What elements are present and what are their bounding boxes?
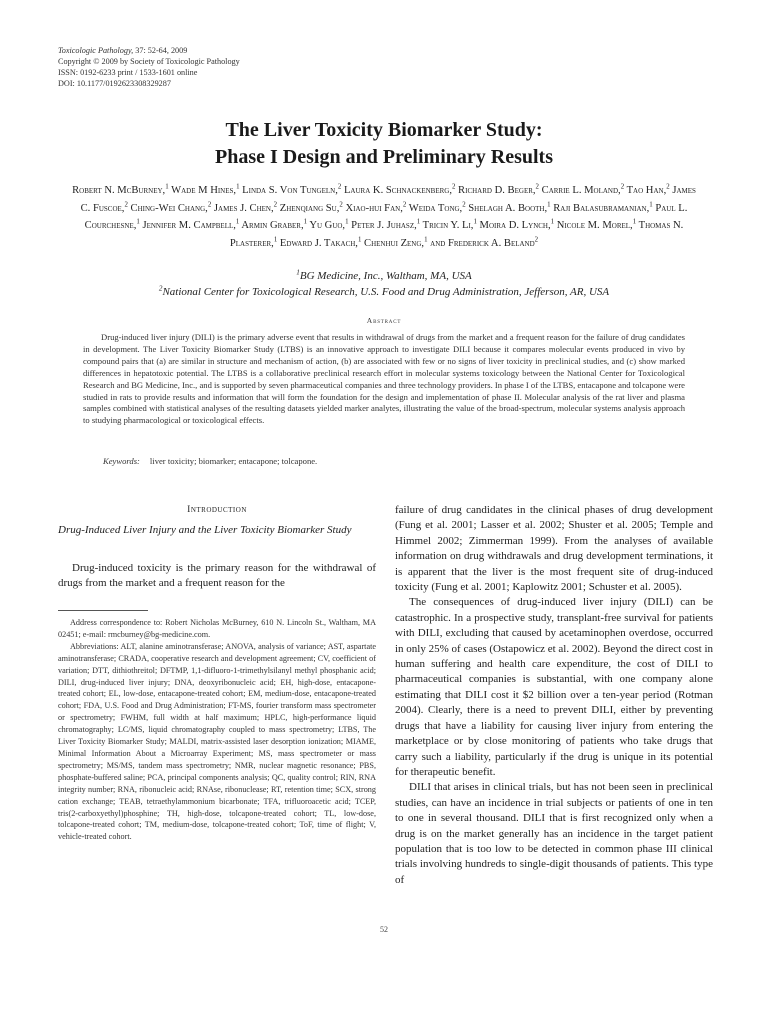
right-column-body	[395, 503, 713, 888]
author-affiliation-marker: 1	[632, 218, 637, 226]
subsection-heading: Drug-Induced Liver Injury and the Liver Toxicity Biomarker Study	[58, 524, 352, 536]
paragraph: DILI that arises in clinical trials, but has not been seen in preclinical studies, can have an incidence in trial subjects or patients of one in ten to one in several thousand. DILI that is first recognized only when a drug is on the market generally has an incidence in the target patient population that is too low to be detected in common phase III clinical trials involving hundreds to single-digit thousands of patients. This type of	[395, 781, 713, 886]
author-list	[70, 182, 698, 252]
title-line-2: Phase I Design and Preliminary Results	[215, 146, 553, 168]
affiliations	[70, 268, 698, 300]
author-affiliation-marker: 2	[337, 183, 342, 191]
page-number: 52	[380, 925, 388, 934]
author-affiliation-marker: 1	[357, 235, 362, 243]
doi-line: DOI: 10.1177/0192623308329287	[58, 79, 171, 88]
author-affiliation-marker: 1	[424, 235, 428, 243]
author-name: Tricin Y. Li,	[420, 220, 474, 231]
paragraph: Drug-induced toxicity is the primary reason for the withdrawal of drugs from the market and a frequent reason for the	[58, 562, 376, 590]
author-name: Peter J. Juhasz,	[348, 220, 417, 231]
author-affiliation-marker: 2	[451, 183, 456, 191]
author-name: Wade M Hines,	[168, 185, 237, 196]
author-name: Paul L. Courchesne,	[84, 202, 688, 231]
author-name: Weida Tong,	[406, 202, 463, 214]
author-affiliation-marker: 1	[165, 183, 169, 191]
author-name: Carrie L. Moland,	[538, 185, 621, 196]
author-name: Raji Balasubramanian,	[550, 202, 650, 214]
author-affiliation-marker: 2	[207, 200, 212, 208]
abbreviations-footnote: Abbreviations: ALT, alanine aminotransferase; ANOVA, analysis of variance; AST, aspartate aminotransferase; CRADA, cooperative research and development agreement; CV, coefficient of variation; DTT, dithiothreitol; DFTMP, 1,1-difluoro-1-trimethylsilanyl methyl phosphanic acid; DILI, drug-induced liver injury; DNA, deoxyribonucleic acid; EH, high-dose, entacapone-treated cohort; EL, low-dose, entacapone-treated cohort; EM, medium-dose, entacapone-treated cohort; FDA, U.S. Food and Drug Administration; FT-MS, fourier transform mass spectrometer or spectrometry; FWHM, full width at half maximum; HPLC, high-performance liquid chromatography; LC/MS, liquid chromatography coupled to mass spectrometry; LTBS, The Liver Toxicity Biomarker Study; MALDI, matrix-assisted laser desorption ionization; MIAME, Minimal Information About a Microarray Experiment; MS, mass spectrometer or mass spectrometry; MS/MS, tandem mass spectrometry; NMR, nuclear magnetic resonance; PBS, phosphate-buffered saline; PCA, principal components analysis; QC, quality control; RIN, RNA integrity number; RNA, ribonucleic acid; RNAse, ribonuclease; RT, retention time; SCX, strong cation exchange; TEAB, tetraethylammonium bicarbonate; TFA, trifluoroacetic acid; TCEP, tris(2-carboxyethyl)phosphine; TH, high-dose, tolcapone-treated cohort; TL, low-dose, tolcapone-treated cohort; TM, medium-dose, tolcapone-treated cohort; ToF, time of flight; V, vehicle-treated cohort.	[58, 641, 376, 842]
author-name: Thomas N. Plasterer,	[229, 220, 684, 249]
journal-name: Toxicologic Pathology,	[58, 46, 134, 55]
author-affiliation-marker: 2	[666, 183, 670, 191]
author-affiliation-marker: 1	[473, 218, 477, 226]
author-name: Xiao-hui Fan,	[342, 202, 403, 214]
copyright-line: Copyright © 2009 by Society of Toxicologic Pathology	[58, 57, 240, 66]
author-affiliation-marker: 2	[620, 183, 625, 191]
affiliation-text: BG Medicine, Inc., Waltham, MA, USA	[299, 270, 472, 282]
author-affiliation-marker: 2	[462, 200, 466, 208]
footnote-rule	[58, 610, 148, 611]
author-name: Yu Guo,	[307, 220, 346, 231]
paragraph: failure of drug candidates in the clinical phases of drug development (Fung et al. 2001; Lasser et al. 2002; Shuster et al. 2005; Temple and Himmel 2002; Zimmerman 1999). From the analyses of available information on drug withdrawals and drug development terminations, it is apparent that the liver is the most frequent site of drug-induced toxicity (Fung et al. 2001; Kaplowitz 2001; Schuster et al. 2005).	[395, 504, 713, 594]
author-affiliation-marker: 1	[236, 183, 240, 191]
correspondence-footnote: Address correspondence to: Robert Nicholas McBurney, 610 N. Lincoln St., Waltham, MA 02451; e-mail: rmcburney@bg-medicine.com.	[58, 618, 376, 639]
author-name: James C. Fuscoe,	[80, 185, 696, 214]
keywords-label: Keywords:	[103, 456, 140, 466]
author-affiliation-marker: 2	[534, 235, 539, 243]
paragraph: The consequences of drug-induced liver injury (DILI) can be catastrophic. In a prospective study, transplant-free survival for patients with DILI, excluding that caused by acetaminophen overdose, occurred in only 25% of cases (Ostapowicz et al. 2002). Beyond the direct cost in human suffering and health care expenditure, the cost of DILI to pharmaceutical companies is substantial, with one company alone estimating that DILI cost it $2 billion over a ten-year period (Rotman 2004). Clearly, there is a need to prevent DILI, either by preventing drugs that have a liability for causing liver injury from entering the marketplace or by close monitoring of patients who take drugs that carry such a liability, particularly if the drug is unique in its potential for therapeutic benefit.	[395, 596, 714, 778]
author-affiliation-marker: 1	[303, 218, 308, 226]
author-name: Armin Graber,	[239, 220, 304, 231]
author-name: Tao Han,	[624, 185, 667, 196]
author-name: James J. Chen,	[211, 202, 274, 214]
author-affiliation-marker: 2	[339, 200, 343, 208]
article-title	[0, 117, 768, 171]
footnotes	[58, 617, 376, 843]
author-affiliation-marker: 2	[402, 200, 407, 208]
title-line-1: The Liver Toxicity Biomarker Study:	[225, 119, 543, 141]
abstract-heading: Abstract	[366, 316, 402, 325]
journal-volume: 37: 52-64, 2009	[133, 46, 188, 55]
left-column-body	[58, 561, 376, 592]
author-affiliation-marker: 1	[649, 200, 653, 208]
abstract-text: Drug-induced liver injury (DILI) is the primary adverse event that results in withdrawal of drugs from the market and a frequent reason for the failure of drug candidates in development. The Liver Toxicity Biomarker Study (LTBS) is an innovative approach to investigate DILI because it compares molecular events produced in vivo by compound pairs that (a) are similar in structure and mechanism of action, (b) are associated with few or no signs of liver toxicity in preclinical studies, and (c) show marked differences in hepatotoxic potential. The LTBS is a collaborative preclinical research effort in molecular systems toxicology between the National Center for Toxicological Research and BG Medicine, Inc., and is supported by seven pharmaceutical companies and three technology providers. In phase I of the LTBS, entacapone and tolcapone were studied in rats to provide results and information that will form the foundation for the design and implementation of phase II. Molecular analysis of the rat liver and plasma samples combined with statistical analyses of the resulting datasets yielded marker analytes, illustrating the value of the broad-spectrum, molecular systems analysis approach to studying pharmacological or toxicological effects.	[83, 332, 685, 426]
author-name: Chenhui Zeng,	[361, 237, 425, 249]
section-heading: Introduction	[187, 504, 247, 515]
journal-metadata	[58, 45, 240, 89]
author-affiliation-marker: 1	[136, 218, 140, 226]
author-affiliation-marker: 1	[547, 200, 551, 208]
author-name: and Frederick A. Beland	[427, 237, 535, 249]
affiliation-text: National Center for Toxicological Research, U.S. Food and Drug Administration, Jefferson, AR, USA	[162, 286, 610, 298]
author-name: Jennifer M. Campbell,	[139, 220, 236, 231]
affiliation-marker: 2	[158, 284, 163, 293]
affiliation-1	[70, 268, 698, 284]
author-name: Richard D. Beger,	[455, 185, 536, 196]
issn-line: ISSN: 0192-6233 print / 1533-1601 online	[58, 68, 198, 77]
author-name: Laura K. Schnackenberg,	[341, 185, 452, 196]
affiliation-marker: 1	[296, 268, 300, 277]
author-affiliation-marker: 1	[273, 235, 278, 243]
author-affiliation-marker: 2	[273, 200, 278, 208]
author-name: Robert N. McBurney,	[72, 185, 166, 196]
author-affiliation-marker: 1	[345, 218, 349, 226]
author-name: Zhenqiang Su,	[277, 202, 340, 214]
author-affiliation-marker: 2	[535, 183, 539, 191]
keywords-text: liver toxicity; biomarker; entacapone; tolcapone.	[149, 456, 318, 466]
affiliation-2	[70, 284, 698, 300]
author-affiliation-marker: 1	[235, 218, 240, 226]
author-affiliation-marker: 1	[550, 218, 555, 226]
author-affiliation-marker: 1	[416, 218, 421, 226]
author-name: Moira D. Lynch,	[476, 220, 551, 231]
author-name: Linda S. Von Tungeln,	[239, 185, 338, 196]
author-name: Ching-Wei Chang,	[127, 202, 208, 214]
author-affiliation-marker: 2	[124, 200, 128, 208]
journal-citation	[58, 45, 240, 56]
author-name: Edward J. Takach,	[277, 237, 358, 249]
keywords	[103, 456, 317, 466]
author-name: Shelagh A. Booth,	[465, 202, 548, 214]
author-name: Nicole M. Morel,	[554, 220, 633, 231]
